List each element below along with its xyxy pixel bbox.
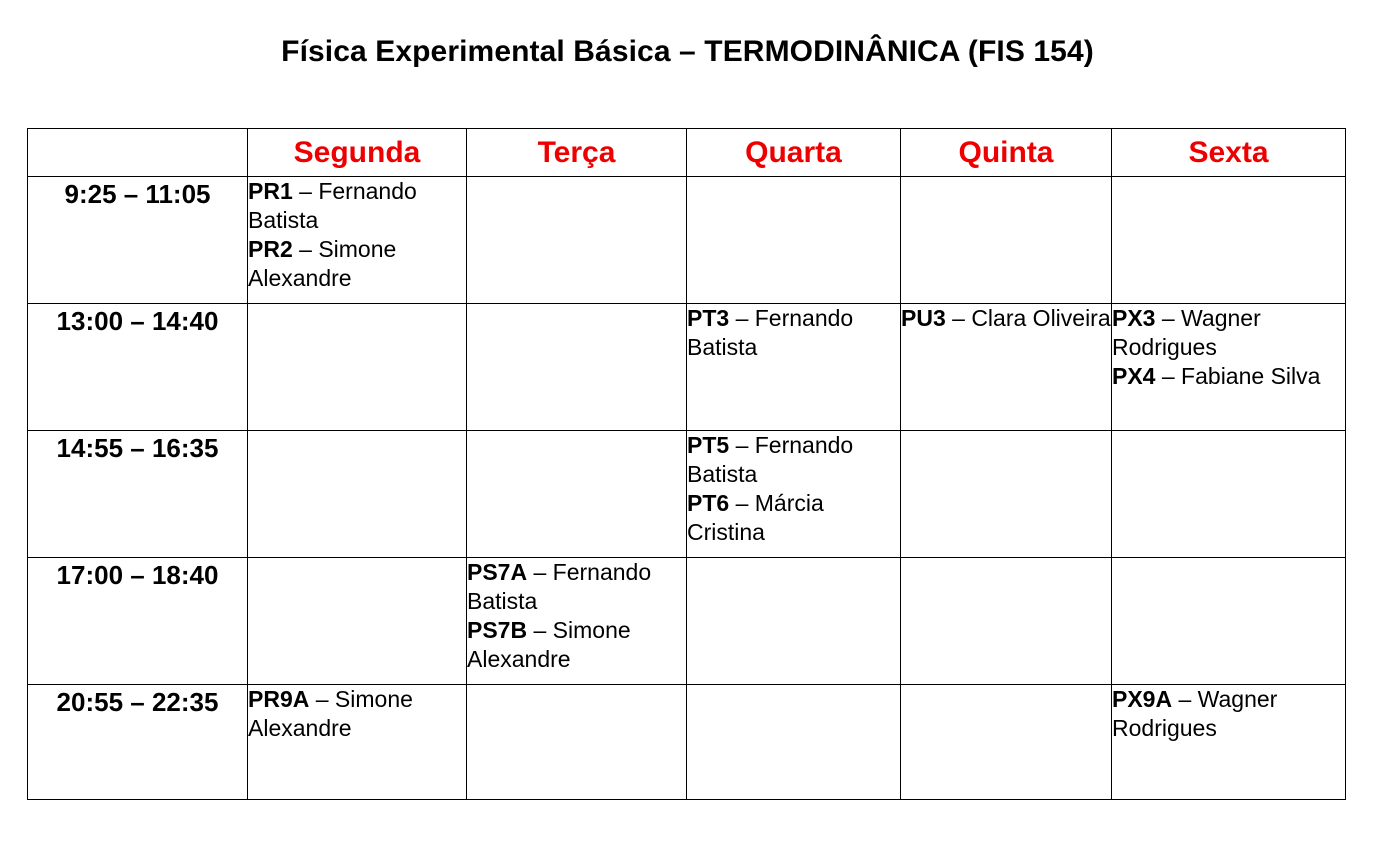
table-row xyxy=(28,304,1346,431)
teacher-name: – Fernando Batista xyxy=(687,305,854,360)
time-slot: 9:25 – 11:05 xyxy=(28,177,248,304)
schedule-cell xyxy=(467,685,687,800)
page-title: Física Experimental Básica – TERMODINÂNICA (FIS 154) xyxy=(281,35,1094,68)
class-code: PU3 xyxy=(901,305,946,331)
time-slot: 13:00 – 14:40 xyxy=(28,304,248,431)
class-entry xyxy=(248,177,466,235)
time-slot: 20:55 – 22:35 xyxy=(28,685,248,800)
schedule-cell xyxy=(248,558,467,685)
class-code: PR1 xyxy=(248,178,293,204)
class-entry xyxy=(901,304,1111,333)
class-code: PX9A xyxy=(1112,686,1173,712)
teacher-name: – Fabiane Silva xyxy=(1155,363,1321,389)
schedule-cell xyxy=(248,685,467,800)
class-code: PX3 xyxy=(1112,305,1156,331)
time-slot: 17:00 – 18:40 xyxy=(28,558,248,685)
corner-cell xyxy=(28,129,248,177)
class-entry xyxy=(687,304,900,362)
schedule-cell xyxy=(467,304,687,431)
class-entry xyxy=(467,616,686,674)
schedule-cell xyxy=(901,558,1112,685)
class-entry xyxy=(1112,304,1345,362)
schedule-cell xyxy=(901,431,1112,558)
teacher-name: – Fernando Batista xyxy=(467,559,652,614)
schedule-table xyxy=(27,128,1346,800)
class-entry xyxy=(687,431,900,489)
schedule-cell xyxy=(1112,431,1346,558)
class-entry xyxy=(248,235,466,293)
schedule-cell xyxy=(901,177,1112,304)
class-entry xyxy=(467,558,686,616)
time-slot: 14:55 – 16:35 xyxy=(28,431,248,558)
day-header-terca: Terça xyxy=(467,129,687,177)
teacher-name: – Simone Alexandre xyxy=(248,686,413,741)
table-row xyxy=(28,431,1346,558)
schedule-cell xyxy=(687,431,901,558)
schedule-cell xyxy=(901,304,1112,431)
schedule-cell xyxy=(1112,685,1346,800)
schedule-cell xyxy=(687,558,901,685)
schedule-cell xyxy=(1112,558,1346,685)
class-entry xyxy=(1112,362,1345,391)
class-entry xyxy=(687,489,900,547)
teacher-name: – Márcia Cristina xyxy=(687,490,824,545)
class-code: PT5 xyxy=(687,432,730,458)
day-header-segunda: Segunda xyxy=(248,129,467,177)
class-entry xyxy=(248,685,466,743)
schedule-cell xyxy=(687,177,901,304)
teacher-name: – Clara Oliveira xyxy=(945,305,1111,331)
teacher-name: – Wagner Rodrigues xyxy=(1112,686,1278,741)
schedule-cell xyxy=(687,304,901,431)
class-entry xyxy=(1112,685,1345,743)
class-code: PT6 xyxy=(687,490,730,516)
schedule-cell xyxy=(248,177,467,304)
teacher-name: – Simone Alexandre xyxy=(248,236,397,291)
table-row xyxy=(28,177,1346,304)
header-row xyxy=(28,129,1346,177)
day-header-quinta: Quinta xyxy=(901,129,1112,177)
class-code: PR9A xyxy=(248,686,310,712)
day-header-quarta: Quarta xyxy=(687,129,901,177)
teacher-name: – Simone Alexandre xyxy=(467,617,631,672)
schedule-body xyxy=(28,177,1346,800)
class-code: PR2 xyxy=(248,236,293,262)
table-row xyxy=(28,558,1346,685)
schedule-cell xyxy=(901,685,1112,800)
teacher-name: – Fernando Batista xyxy=(687,432,854,487)
schedule-cell xyxy=(1112,304,1346,431)
schedule-cell xyxy=(467,177,687,304)
class-code: PX4 xyxy=(1112,363,1156,389)
table-row xyxy=(28,685,1346,800)
schedule-cell xyxy=(1112,177,1346,304)
day-header-sexta: Sexta xyxy=(1112,129,1346,177)
schedule-cell xyxy=(687,685,901,800)
teacher-name: – Fernando Batista xyxy=(248,178,417,233)
schedule-cell xyxy=(467,431,687,558)
schedule-cell xyxy=(248,431,467,558)
class-code: PT3 xyxy=(687,305,730,331)
schedule-cell xyxy=(248,304,467,431)
teacher-name: – Wagner Rodrigues xyxy=(1112,305,1261,360)
class-code: PS7B xyxy=(467,617,528,643)
class-code: PS7A xyxy=(467,559,528,585)
schedule-cell xyxy=(467,558,687,685)
